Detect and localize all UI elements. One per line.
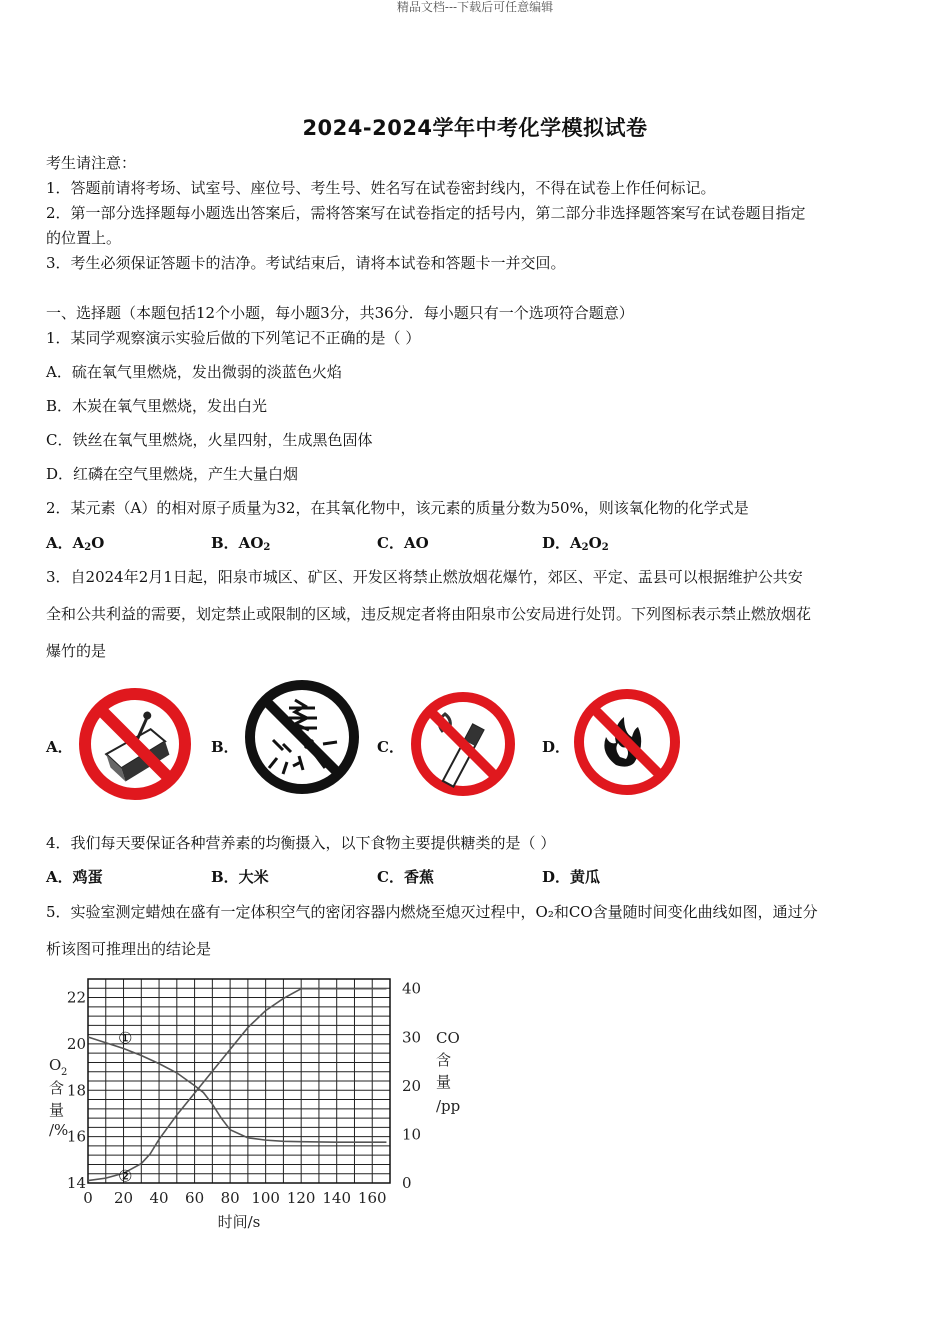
question-2-option-c[interactable] <box>377 532 429 553</box>
no-fireworks-icon[interactable] <box>243 678 361 796</box>
question-3-stem: 爆竹的是 <box>46 642 107 660</box>
question-3-option-c[interactable]: C． <box>377 738 404 756</box>
series-line-2 <box>88 989 386 1181</box>
y-right-axis-label: CO <box>436 1029 460 1047</box>
question-4-option-c[interactable]: C．香蕉 <box>377 868 434 886</box>
question-4-option-b[interactable]: B．大米 <box>211 868 269 886</box>
y-left-axis-label: 量 <box>49 1101 65 1119</box>
chart-grid <box>88 979 390 1186</box>
question-5-stem: 5．实验室测定蜡烛在盛有一定体积空气的密闭容器内燃烧至熄灭过程中，O₂和CO含量随时间变化曲线如图，通过分 <box>46 903 818 921</box>
chart-lines <box>88 989 386 1186</box>
question-1-stem: 1．某同学观察演示实验后做的下列笔记不正确的是（ ） <box>46 329 421 347</box>
y-left-axis-label-sub: 2 <box>61 1067 68 1078</box>
y-right-tick-label: 0 <box>402 1174 412 1192</box>
x-tick-label: 100 <box>251 1189 280 1207</box>
question-1-option-b[interactable] <box>46 395 267 416</box>
y-left-tick-label: 18 <box>66 1081 86 1100</box>
question-3-stem: 3．自2024年2月1日起，阳泉市城区、矿区、开发区将禁止燃放烟花爆竹，郊区、平定、盂县可以根据维护公共安 <box>46 568 803 586</box>
question-1-option-c[interactable] <box>46 429 372 450</box>
option-text: B．木炭在氧气里燃烧，发出白光 <box>46 397 268 415</box>
notice-item: 的位置上。 <box>46 229 122 247</box>
section-heading: 一、选择题（本题包括12个小题，每小题3分，共36分．每小题只有一个选项符合题意） <box>46 304 634 322</box>
x-tick-label: 60 <box>185 1189 205 1207</box>
x-tick-label: 20 <box>113 1189 134 1207</box>
x-tick-label: 0 <box>83 1189 93 1207</box>
x-tick-label: 80 <box>220 1189 240 1207</box>
subscript: 2 <box>263 542 271 553</box>
option-text: C．AO <box>377 534 429 552</box>
question-1-option-a[interactable] <box>46 361 342 382</box>
question-3-stem: 全和公共利益的需要，划定禁止或限制的区域，违反规定者将由阳泉市公安局进行处罚。下列图标表示禁止燃放烟花 <box>46 605 812 623</box>
y-right-tick-label: 40 <box>402 979 422 998</box>
question-2-option-b[interactable] <box>211 532 270 553</box>
notice-item: 3．考生必须保证答题卡的洁净。考试结束后，请将本试卷和答题卡一并交回。 <box>46 254 566 272</box>
question-4-stem: 4．我们每天要保证各种营养素的均衡摄入，以下食物主要提供糖类的是（ ） <box>46 834 556 852</box>
notice-item: 1．答题前请将考场、试室号、座位号、考生号、姓名写在试卷密封线内，不得在试卷上作任何标记。 <box>46 179 716 197</box>
no-open-flame-icon[interactable] <box>572 687 682 797</box>
y-right-tick-label: 30 <box>402 1028 422 1047</box>
subscript: 2 <box>581 542 589 553</box>
x-tick-label: 40 <box>149 1189 169 1207</box>
question-4-option-a[interactable]: A．鸡蛋 <box>46 868 103 886</box>
subscript: 2 <box>601 542 609 553</box>
y-left-tick-label: 22 <box>66 988 86 1007</box>
option-text: D．A <box>542 534 582 552</box>
y-right-tick-label: 10 <box>402 1125 422 1144</box>
y-left-axis-label-o: O <box>49 1056 62 1074</box>
o2-co-content-chart <box>40 975 480 1235</box>
x-tick-label: 140 <box>322 1189 352 1207</box>
notice-heading: 考生请注意： <box>46 154 137 172</box>
question-5-stem: 析该图可推理出的结论是 <box>46 940 212 958</box>
no-matches-icon[interactable] <box>78 687 192 801</box>
question-3-option-d[interactable]: D． <box>542 738 571 756</box>
notice-item: 2．第一部分选择题每小题选出答案后，需将答案写在试卷指定的括号内，第二部分非选择题答案写在试卷题目指定 <box>46 204 806 222</box>
y-left-tick-label: 14 <box>66 1174 86 1192</box>
y-left-tick-label: 20 <box>66 1034 86 1053</box>
y-right-axis-label: 量 <box>436 1073 452 1091</box>
series-label: ① <box>118 1028 133 1048</box>
y-left-axis-label: 含 <box>49 1079 65 1097</box>
option-text: C．铁丝在氧气里燃烧，火星四射，生成黑色固体 <box>46 431 373 449</box>
question-3-option-a[interactable]: A． <box>46 738 73 756</box>
y-left-axis-label: /% <box>49 1121 69 1139</box>
header-note: 精品文档---下载后可任意编辑 <box>396 0 554 14</box>
x-axis-label: 时间/s <box>217 1213 261 1231</box>
option-text: A．A <box>46 534 85 552</box>
question-1-option-d[interactable] <box>46 463 298 484</box>
question-2-option-a[interactable] <box>46 532 104 553</box>
no-smoking-icon[interactable] <box>409 690 517 798</box>
question-2-stem: 2．某元素（A）的相对原子质量为32，在其氧化物中，该元素的质量分数为50%，则该氧化物的化学式是 <box>46 499 749 517</box>
question-3-option-b[interactable]: B． <box>211 738 239 756</box>
option-text: A．硫在氧气里燃烧，发出微弱的淡蓝色火焰 <box>46 363 342 381</box>
question-2-option-d[interactable] <box>542 532 609 553</box>
y-right-tick-label: 20 <box>402 1076 422 1095</box>
question-4-option-d[interactable]: D．黄瓜 <box>542 868 601 886</box>
series-label: ② <box>118 1166 133 1186</box>
subscript: 2 <box>84 542 92 553</box>
y-right-axis-label: /pp <box>436 1097 461 1115</box>
option-text: O <box>588 534 602 552</box>
option-text: B．AO <box>211 534 264 552</box>
y-left-tick-label: 16 <box>66 1127 86 1146</box>
page-title: 2024-2024学年中考化学模拟试卷 <box>302 116 648 140</box>
option-text: D．红磷在空气里燃烧，产生大量白烟 <box>46 465 299 483</box>
y-right-axis-label: 含 <box>436 1051 452 1069</box>
option-text: O <box>91 534 105 552</box>
x-tick-label: 160 <box>357 1189 387 1207</box>
x-tick-label: 120 <box>286 1189 316 1207</box>
